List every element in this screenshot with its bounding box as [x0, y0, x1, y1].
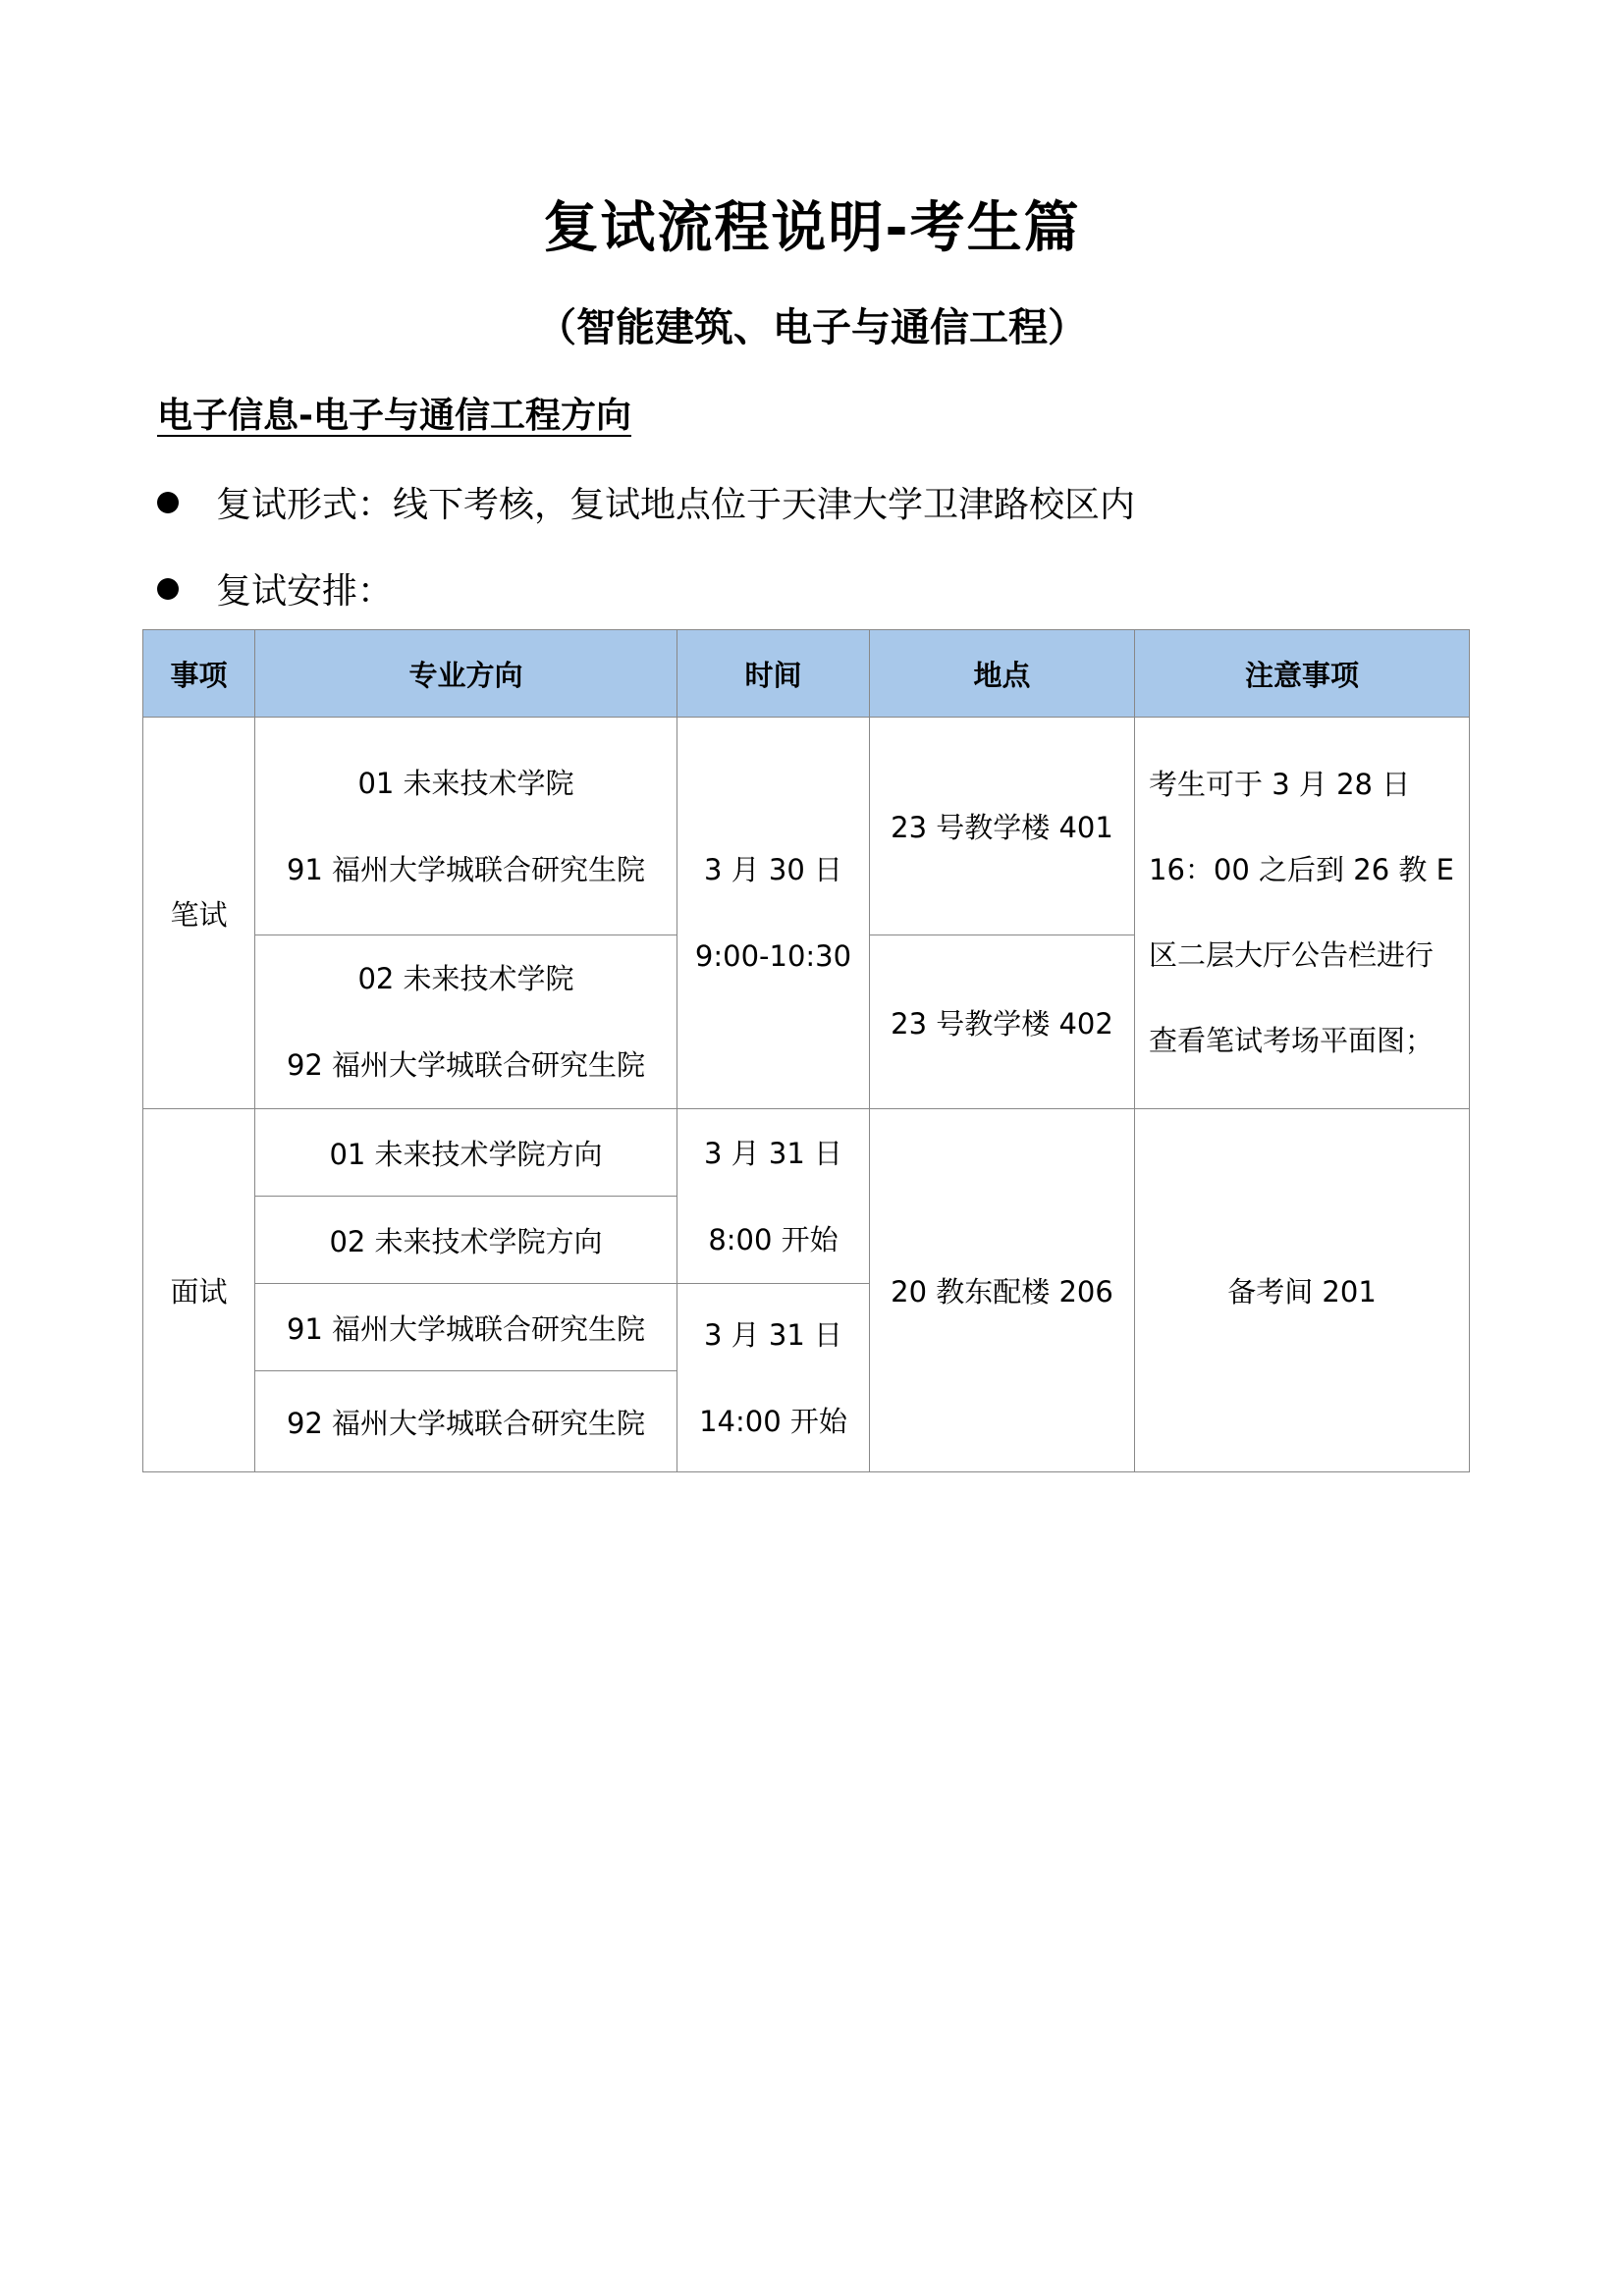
bullet-format [157, 477, 1135, 527]
interview-direction-1: 01 未来技术学院方向 [255, 1109, 677, 1197]
interview-notes: 备考间 201 [1135, 1109, 1470, 1472]
header-time: 时间 [677, 630, 870, 718]
header-notes: 注意事项 [1135, 630, 1470, 718]
interview-location: 20 教东配楼 206 [870, 1109, 1135, 1472]
written-direction-group-2: 02 未来技术学院 92 福州大学城联合研究生院 [255, 935, 677, 1109]
interview-direction-3: 91 福州大学城联合研究生院 [255, 1284, 677, 1371]
written-notes: 考生可于 3 月 28 日 16：00 之后到 26 教 E 区二层大厅公告栏进行查看笔试考场平面图； [1135, 718, 1470, 1109]
bullet-schedule [157, 563, 393, 614]
table-row [143, 718, 1470, 935]
table-row [143, 1109, 1470, 1197]
bullet-dot-icon [157, 492, 179, 513]
table-header-row [143, 630, 1470, 718]
written-direction-group-1: 01 未来技术学院 91 福州大学城联合研究生院 [255, 718, 677, 935]
bullet-text: 复试形式：线下考核，复试地点位于天津大学卫津路校区内 [216, 485, 1136, 525]
interview-time-1: 3 月 31 日 8:00 开始 [677, 1109, 870, 1284]
written-time: 3 月 30 日 9:00-10:30 [677, 718, 870, 1109]
schedule-table [142, 629, 1470, 1472]
interview-time-2: 3 月 31 日 14:00 开始 [677, 1284, 870, 1472]
header-location: 地点 [870, 630, 1135, 718]
interview-direction-2: 02 未来技术学院方向 [255, 1197, 677, 1284]
interview-direction-4: 92 福州大学城联合研究生院 [255, 1371, 677, 1472]
header-item: 事项 [143, 630, 255, 718]
written-location-1: 23 号教学楼 401 [870, 718, 1135, 935]
written-item: 笔试 [143, 718, 255, 1109]
interview-item: 面试 [143, 1109, 255, 1472]
section-heading: 电子信息-电子与通信工程方向 [157, 396, 631, 436]
page-title: 复试流程说明-考生篇 [543, 196, 1081, 260]
bullet-text: 复试安排： [216, 571, 394, 612]
written-location-2: 23 号教学楼 402 [870, 935, 1135, 1109]
page-subtitle: （智能建筑、电子与通信工程） [537, 305, 1087, 350]
bullet-dot-icon [157, 578, 179, 600]
header-direction: 专业方向 [255, 630, 677, 718]
